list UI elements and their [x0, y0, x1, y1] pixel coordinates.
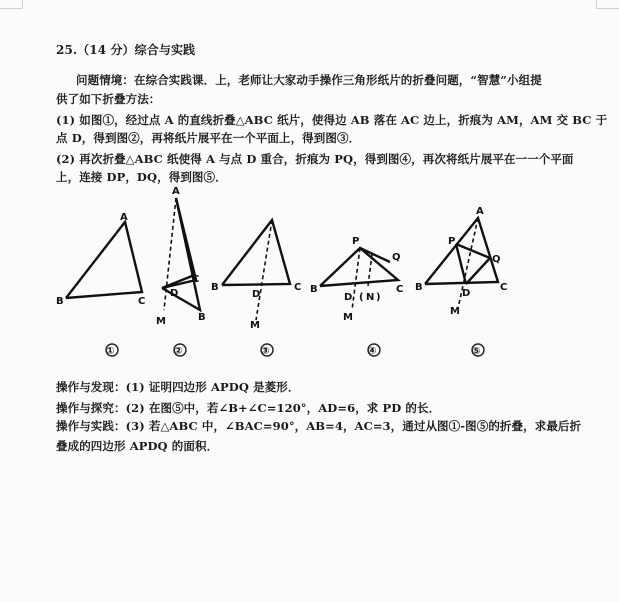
fig1-caption: ① [106, 346, 115, 357]
fig2-label-D: D [170, 288, 179, 299]
fig2-caption: ② [174, 346, 183, 357]
fig4-label-B: B [310, 284, 318, 295]
fig5-triangle [425, 218, 498, 284]
fig4-label-N: N [366, 292, 375, 303]
fig2-label-A: A [172, 186, 180, 197]
fig3-caption: ③ [261, 346, 270, 357]
fig3-label-D: D [252, 289, 261, 300]
question-3-line-1: 操作与实践：(3) 若△ABC 中，∠BAC=90°，AB=4，AC=3，通过从图①-图⑤的折叠，求最后折 [56, 419, 582, 433]
fig4-triangle [320, 248, 398, 286]
fig4-label-D: D [344, 292, 353, 303]
fig5-label-C: C [500, 282, 508, 293]
figure-3 [211, 220, 301, 357]
question-3-line-2: 叠成的四边形 APDQ 的面积． [56, 439, 219, 453]
fig3-fold-line [256, 220, 272, 320]
fig4-label-paren-open: ( [359, 292, 364, 303]
fig4-label-M: M [343, 312, 353, 323]
fig3-label-B: B [211, 282, 219, 293]
question-2: 操作与探究：(2) 在图⑤中，若∠B+∠C=120°，AD=6，求 PD 的长． [56, 401, 441, 415]
fig5-label-P: P [448, 236, 456, 247]
fig3-label-C: C [294, 282, 302, 293]
page-corner-mark-left [0, 0, 23, 9]
fig1-label-C: C [138, 296, 146, 307]
figure-1 [56, 212, 145, 357]
fig5-label-M: M [450, 306, 460, 317]
fig4-caption: ④ [368, 346, 377, 357]
fig5-segment-dp [456, 244, 466, 284]
fig5-caption: ⑤ [472, 346, 481, 357]
fig2-label-B: B [198, 312, 206, 323]
fig3-label-M: M [250, 320, 260, 331]
problem-intro-line-1: 问题情境：在综合实践课．上，老师让大家动手操作三角形纸片的折叠问题，“智慧”小组提 [76, 73, 542, 87]
figures-row [0, 180, 619, 370]
fig3-triangle [222, 220, 290, 285]
figure-4 [310, 236, 403, 357]
fig5-label-Q: Q [492, 254, 501, 265]
problem-heading: 25.（14 分）综合与实践 [56, 43, 196, 57]
fig2-label-M: M [156, 316, 166, 327]
fig5-fold-pq [456, 244, 490, 258]
fig5-label-D: D [462, 288, 471, 299]
fig2-label-C: C [192, 274, 200, 285]
step1-line-1: (1) 如图①，经过点 A 的直线折叠△ABC 纸片，使得边 AB 落在 AC 边上，折痕为 AM，AM 交 BC 于 [56, 113, 608, 127]
fig4-label-Q: Q [392, 252, 401, 263]
step2-line-2: 上，连接 DP，DQ，得到图⑤． [56, 170, 227, 184]
question-1: 操作与发现：(1) 证明四边形 APDQ 是菱形． [56, 380, 300, 394]
fig1-label-B: B [56, 296, 64, 307]
fig5-label-B: B [415, 282, 423, 293]
figure-2 [156, 186, 206, 357]
figure-5 [415, 206, 507, 357]
fig4-label-P: P [352, 236, 360, 247]
step1-line-2: 点 D，得到图②，再将纸片展平在一个平面上，得到图③． [56, 131, 361, 145]
problem-intro-line-2: 供了如下折叠方法： [56, 92, 161, 106]
fig4-label-paren-close: ) [376, 292, 381, 303]
page-corner-mark-right [596, 0, 619, 9]
fig4-label-C: C [396, 284, 404, 295]
fig5-label-A: A [476, 206, 484, 217]
fig5-segment-dq [466, 258, 490, 284]
fig1-triangle [66, 222, 142, 298]
step2-line-1: (2) 再次折叠△ABC 纸使得 A 与点 D 重合，折痕为 PQ，得到图④，再次将纸片展平在一一个平面 [56, 152, 574, 166]
fig1-label-A: A [120, 212, 128, 223]
